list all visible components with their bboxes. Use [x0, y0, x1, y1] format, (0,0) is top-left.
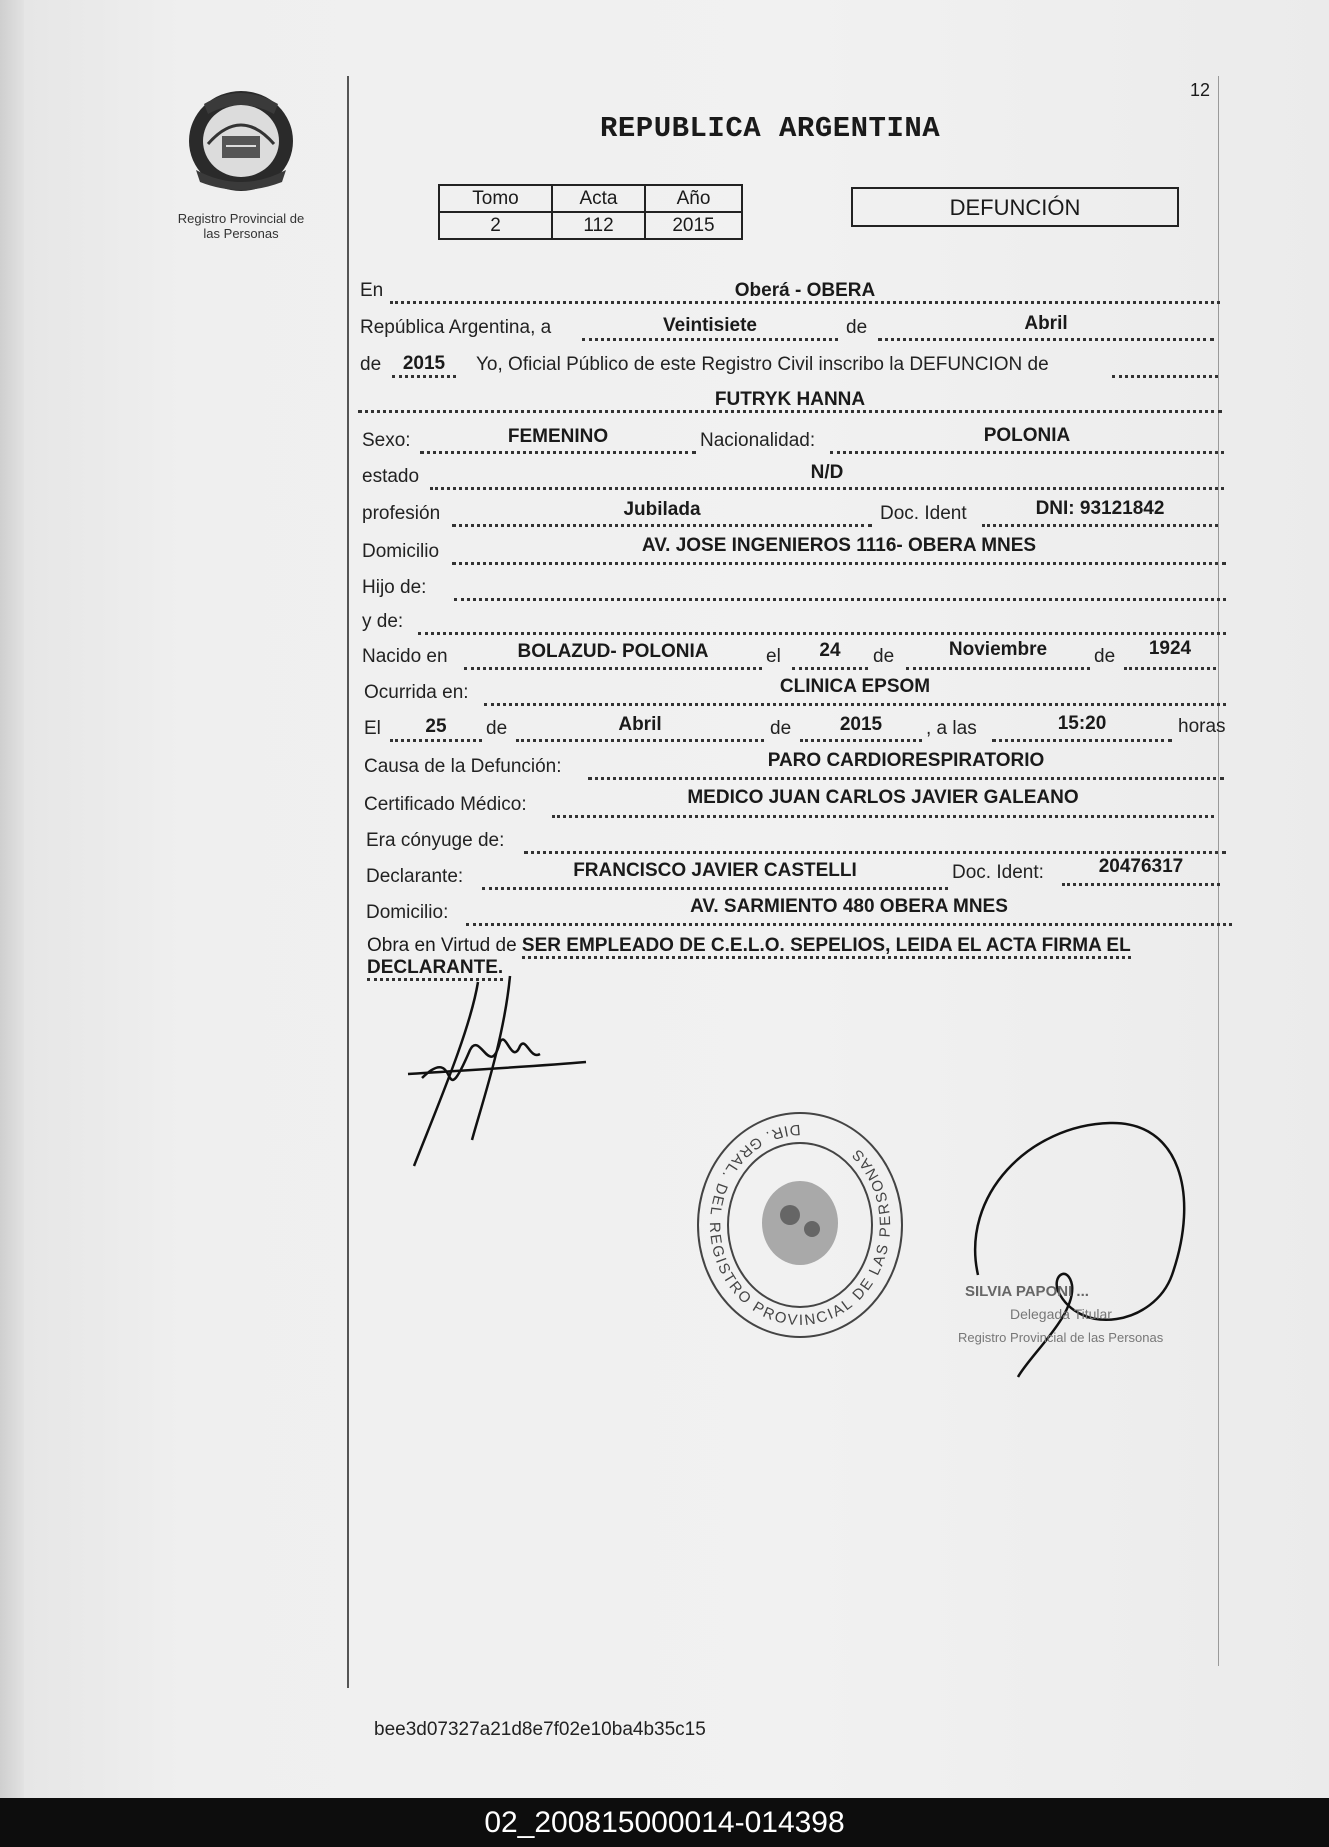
label-de: de: [770, 718, 792, 739]
dotted-line: [420, 451, 696, 454]
dotted-line: [452, 562, 1226, 565]
label-de: de: [486, 718, 508, 739]
dotted-line: [982, 524, 1218, 527]
dotted-line: [582, 338, 838, 341]
field-def-mes: Abril: [618, 714, 662, 735]
registrar-name: SILVIA PAPONI ...: [965, 1283, 1089, 1300]
province-crest-logo: [186, 86, 296, 196]
label-sexo: Sexo:: [362, 430, 411, 451]
field-anio-inscripcion: 2015: [402, 353, 446, 374]
ref-value-anio: 2015: [645, 212, 742, 239]
label-doc-ident: Doc. Ident: [880, 503, 967, 524]
field-dia-inscripcion: Veintisiete: [663, 315, 757, 336]
field-sexo: FEMENINO: [507, 426, 609, 447]
label-ocurrida-en: Ocurrida en:: [364, 682, 469, 703]
label-conyuge: Era cónyuge de:: [366, 830, 505, 851]
label-profesion: profesión: [362, 503, 441, 524]
label-estado: estado: [362, 466, 420, 487]
label-declarante: Declarante:: [366, 866, 464, 887]
dotted-line: [830, 451, 1224, 454]
field-def-hora: 15:20: [1057, 713, 1107, 734]
field-nombre: FUTRYK HANNA: [714, 389, 866, 410]
label-obra: Obra en Virtud de: [367, 935, 517, 956]
ref-header-acta: Acta: [552, 185, 645, 212]
dotted-line: [906, 667, 1090, 670]
field-causa: PARO CARDIORESPIRATORIO: [767, 750, 1045, 771]
dotted-line: [484, 703, 1226, 706]
label-hijo-de: Hijo de:: [362, 577, 427, 598]
label-nacionalidad: Nacionalidad:: [700, 430, 816, 451]
dotted-line: [588, 777, 1224, 780]
dotted-line: [1112, 375, 1218, 378]
dotted-line: [992, 739, 1172, 742]
registry-name: Registro Provincial de las Personas: [177, 211, 305, 241]
margin-line-left: [347, 76, 349, 1688]
dotted-line: [430, 487, 1224, 490]
document-hash: bee3d07327a21d8e7f02e10ba4b35c15: [374, 1719, 706, 1740]
field-def-dia: 25: [425, 716, 447, 737]
ref-value-tomo: 2: [439, 212, 552, 239]
dotted-line: [552, 815, 1214, 818]
field-def-anio: 2015: [839, 714, 883, 735]
field-estado: N/D: [810, 462, 844, 483]
field-ocurrida-en: CLINICA EPSOM: [779, 676, 931, 697]
ref-header-anio: Año: [645, 185, 742, 212]
field-obra-line2: DECLARANTE.: [367, 957, 503, 981]
label-doc-ident: Doc. Ident:: [952, 862, 1044, 883]
label-en: En: [360, 280, 384, 301]
dotted-line: [524, 851, 1226, 854]
label-domicilio: Domicilio:: [366, 902, 449, 923]
label-nacido-en: Nacido en: [362, 646, 448, 667]
label-de: de: [873, 646, 895, 667]
dotted-line: [392, 375, 456, 378]
label-certificado: Certificado Médico:: [364, 794, 527, 815]
field-nacionalidad: POLONIA: [983, 425, 1071, 446]
label-el: el: [766, 646, 781, 667]
registry-seal-stamp: [690, 1105, 910, 1345]
registrar-role: Delegada Titular: [1010, 1306, 1112, 1322]
field-lugar: Oberá - OBERA: [734, 280, 876, 301]
label-de: de: [846, 317, 868, 338]
label-causa: Causa de la Defunción:: [364, 756, 562, 777]
label-republica: República Argentina, a: [360, 317, 552, 338]
page-edge: [0, 0, 24, 1798]
document-title: REPUBLICA ARGENTINA: [600, 112, 941, 145]
field-domicilio: AV. JOSE INGENIEROS 1116- OBERA MNES: [641, 535, 1037, 556]
dotted-line: [390, 739, 482, 742]
field-declarante-doc: 20476317: [1098, 856, 1184, 877]
field-nacido-dia: 24: [819, 640, 841, 661]
dotted-line: [878, 338, 1214, 341]
field-nacido-anio: 1924: [1148, 638, 1192, 659]
dotted-line: [464, 667, 762, 670]
field-declarante: FRANCISCO JAVIER CASTELLI: [573, 860, 857, 881]
dotted-line: [418, 632, 1226, 635]
label-a-las: , a las: [926, 718, 977, 739]
ref-value-acta: 112: [552, 212, 645, 239]
page-number: 12: [1190, 80, 1211, 100]
document-type-box: DEFUNCIÓN: [851, 187, 1179, 227]
seal-ring-text: DIR. GRAL. DEL REGISTRO PROVINCIAL DE LAS PERSONAS: [705, 1120, 895, 1330]
dotted-line: [800, 739, 922, 742]
dotted-line: [1062, 883, 1220, 886]
label-yo-oficial: Yo, Oficial Público de este Registro Civil inscribo la DEFUNCION de: [476, 354, 1049, 375]
dotted-line: [516, 739, 764, 742]
field-profesion: Jubilada: [623, 499, 701, 520]
footer-id-bar: 02_200815000014-014398: [0, 1798, 1329, 1847]
label-de: de: [360, 354, 382, 375]
field-nacido-en: BOLAZUD- POLONIA: [517, 641, 709, 662]
dotted-line: [1124, 667, 1216, 670]
label-el: El: [364, 718, 381, 739]
label-domicilio: Domicilio: [362, 541, 440, 562]
dotted-line: [482, 887, 948, 890]
field-certificado: MEDICO JUAN CARLOS JAVIER GALEANO: [687, 787, 1079, 808]
label-de: de: [1094, 646, 1116, 667]
dotted-line: [454, 598, 1226, 601]
label-horas: horas: [1178, 716, 1226, 737]
registrar-org: Registro Provincial de las Personas: [958, 1330, 1164, 1345]
field-mes-inscripcion: Abril: [1024, 313, 1068, 334]
dotted-line: [466, 923, 1232, 926]
field-declarante-domicilio: AV. SARMIENTO 480 OBERA MNES: [690, 896, 1008, 917]
reference-table: [438, 184, 743, 240]
declarant-signature: [400, 970, 600, 1180]
field-obra-line1: SER EMPLEADO DE C.E.L.O. SEPELIOS, LEIDA EL ACTA FIRMA EL: [522, 935, 1131, 959]
dotted-line: [792, 667, 868, 670]
field-nacido-mes: Noviembre: [948, 639, 1048, 660]
dotted-line: [452, 524, 872, 527]
ref-header-tomo: Tomo: [439, 185, 552, 212]
field-doc-ident: DNI: 93121842: [1035, 498, 1165, 519]
label-y-de: y de:: [362, 611, 404, 632]
